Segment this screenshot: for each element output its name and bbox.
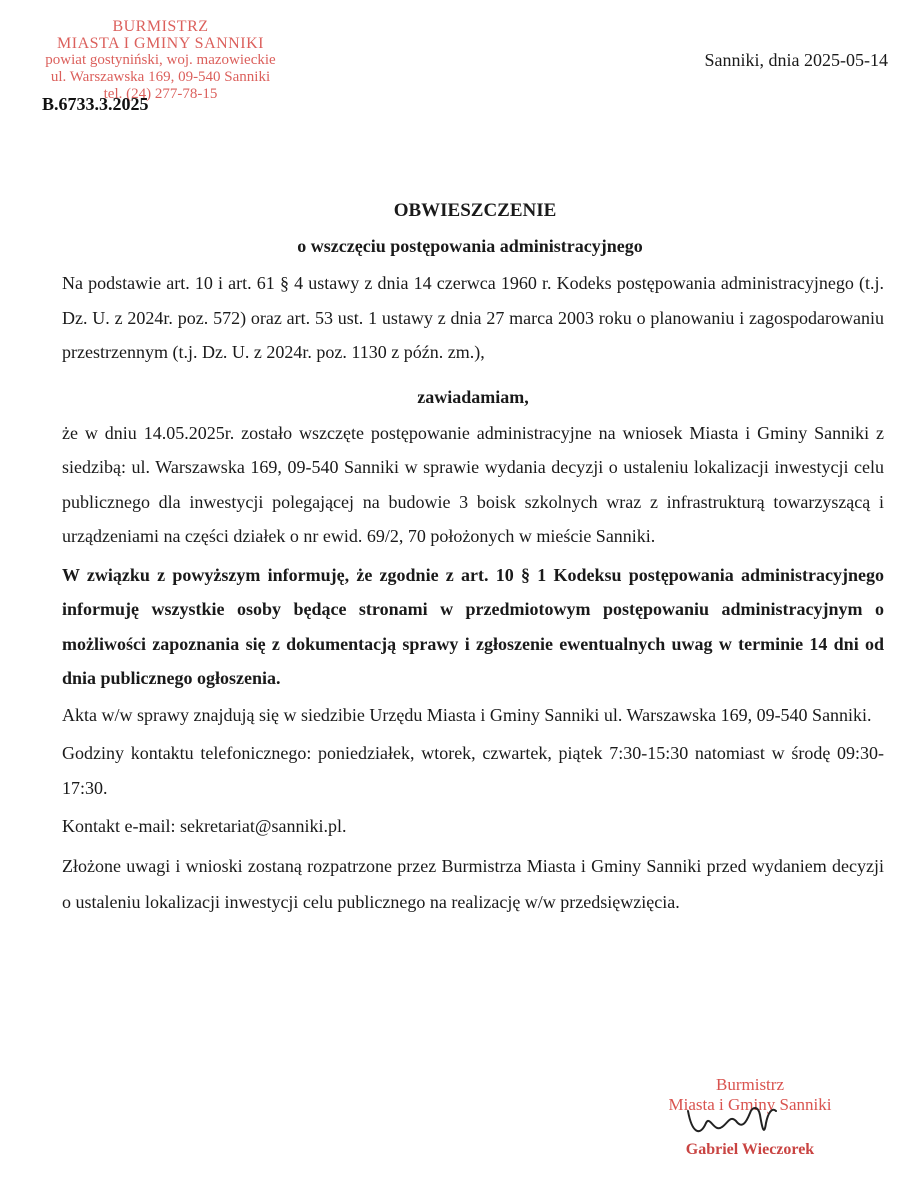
proceeding-paragraph: że w dniu 14.05.2025r. zostało wszczęte postępowanie administracyjne na wniosek Miasta i Gminy Sanniki z siedzibą: ul. Warszawska 169, 09-540 Sanniki w sprawie wydania decyzji o ustaleniu lokalizacji inwestycji celu publicznego dla inwestycji polegającej na budowie 3 boisk szkolnych wraz z infrastrukturą towarzyszącą i urządzeniami na części działek o nr ewid. 69/2, 70 położonych w mieście Sanniki. (62, 422, 884, 546)
stamp-line-5: tel. (24) 277-78-15 (103, 86, 218, 102)
stamp-line-2: MIASTA I GMINY SANNIKI (57, 35, 264, 52)
legal-basis-paragraph: Na podstawie art. 10 i art. 61 § 4 ustawy z dnia 14 czerwca 1960 r. Kodeks postępowania administracyjnego (t.j. Dz. U. z 2024r. poz. 572) oraz art. 53 ust. 1 ustawy z dnia 27 marca 2003 roku o planowaniu i zagospodarowaniu przestrzennym (t.j. Dz. U. z 2024r. poz. 1130 z późn. zm.), (62, 273, 884, 362)
hours-paragraph: Godziny kontaktu telefonicznego: poniedziałek, wtorek, czwartek, piątek 7:30-15:30 natomiast w środę 09:30-17:30. (62, 743, 884, 798)
signature-block (620, 1075, 880, 1159)
email-paragraph: Kontakt e-mail: sekretariat@sanniki.pl. (62, 816, 347, 836)
signature-role: Burmistrz (716, 1075, 784, 1094)
office-stamp (18, 18, 303, 103)
document-body (62, 266, 884, 920)
document-subtitle: o wszczęciu postępowania administracyjnego (297, 236, 643, 256)
stamp-line-3: powiat gostyniński, woj. mazowieckie (45, 52, 276, 68)
stamp-line-1: BURMISTRZ (112, 18, 209, 35)
place-date: Sanniki, dnia 2025-05-14 (704, 50, 888, 70)
announcement-heading: zawiadamiam, (417, 386, 529, 407)
reference-number: B.6733.3.2025 (42, 94, 149, 114)
handwritten-signature (680, 1093, 800, 1143)
files-paragraph: Akta w/w sprawy znajdują się w siedzibie Urzędu Miasta i Gminy Sanniki ul. Warszawska 169, 09-540 Sanniki. (62, 704, 872, 725)
signature-office: Miasta i Gminy Sanniki (668, 1095, 832, 1114)
stamp-line-4: ul. Warszawska 169, 09-540 Sanniki (50, 69, 271, 85)
closing-paragraph: Złożone uwagi i wnioski zostaną rozpatrzone przez Burmistrza Miasta i Gminy Sanniki przed wydaniem decyzji o ustaleniu lokalizacji inwestycji celu publicznego na realizację w/w przedsięwzięcia. (62, 855, 884, 912)
notice-paragraph: W związku z powyższym informuję, że zgodnie z art. 10 § 1 Kodeksu postępowania administracyjnego informuję wszystkie osoby będące stronami w przedmiotowym postępowaniu administracyjnym o możliwości zapoznania się z dokumentacją sprawy i zgłoszenie ewentualnych uwag w terminie 14 dni od dnia publicznego ogłoszenia. (62, 564, 884, 688)
document-title: OBWIESZCZENIE (393, 200, 557, 221)
signatory-name: Gabriel Wieczorek (685, 1141, 815, 1158)
